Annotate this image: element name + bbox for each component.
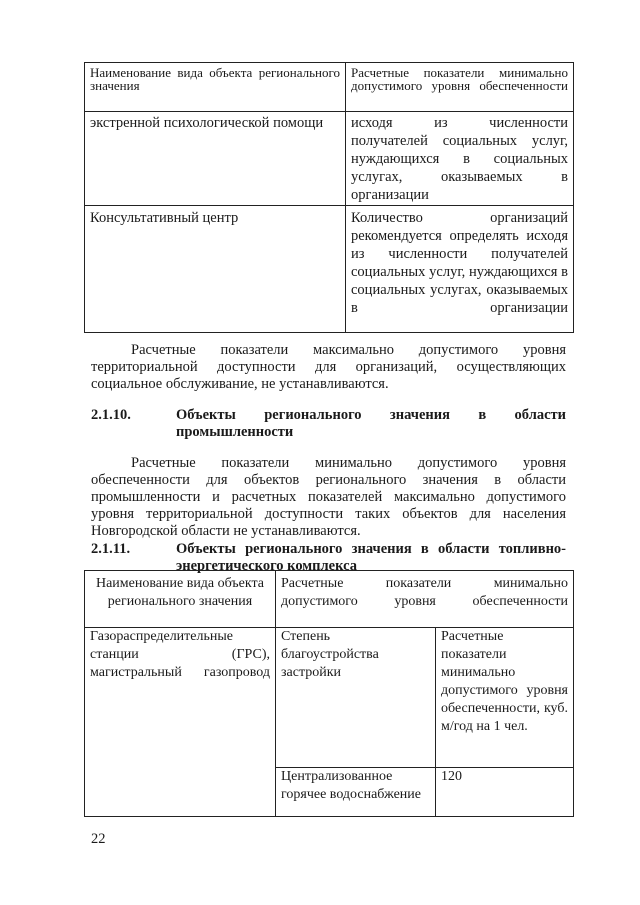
row-indicator: Количество организаций рекомендуется определять исходя из численности получателей социальных услуг, нуждающихся в социальных услугах, оказываемых в организации [346,206,574,333]
section-title: Объекты регионального значения в области промышленности [176,407,566,440]
table-row [85,112,574,206]
section-number: 2.1.11. [91,541,131,557]
section-number: 2.1.10. [91,407,131,423]
subheader-indicator: Расчетные показатели минимально допустимого уровня обеспеченности, куб. м/год на 1 чел. [436,628,574,768]
social-services-table [84,62,574,333]
table-header-row [85,63,574,112]
header-object-type: Наименование вида объекта регионального значения [85,63,346,112]
object-name-cell: Газораспределительные станции (ГРС), магистральный газопровод [85,628,276,817]
subheader-development-level: Степень благоустройства застройки [276,628,436,768]
row-object-name: Консультативный центр [85,206,346,333]
row-object-name: экстренной психологической помощи [85,112,346,206]
table-row [85,628,574,768]
table-header-row [85,571,574,628]
row-level: Централизованное горячее водоснабжение [276,768,436,817]
table-row [85,206,574,333]
header-provision-indicators: Расчетные показатели минимально допустимого уровня обеспеченности [346,63,574,112]
row-value: 120 [436,768,574,817]
paragraph-social-service-accessibility: Расчетные показатели максимально допустимого уровня территориальной доступности для организаций, осуществляющих социальное обслуживание, не устанавливаются. [91,342,566,392]
paragraph-industry-indicators: Расчетные показатели минимально допустимого уровня обеспеченности для объектов регионального значения в области промышленности и расчетных показателей максимально допустимого уровня территориальной доступности таких объектов для населения Новгородской области не устанавливаются. [91,455,566,539]
section-title: Объекты регионального значения в области топливно-энергетического комплекса [176,541,566,574]
header-provision-indicators: Расчетные показатели минимально допустимого уровня обеспеченности [276,571,574,628]
energy-complex-table [84,570,574,817]
page-number: 22 [91,831,106,847]
row-indicator: исходя из численности получателей социальных услуг, нуждающихся в социальных услугах, оказываемых в организации [346,112,574,206]
section-heading-2-1-10 [91,407,566,443]
header-object-type: Наименование вида объекта регионального значения [85,571,276,628]
